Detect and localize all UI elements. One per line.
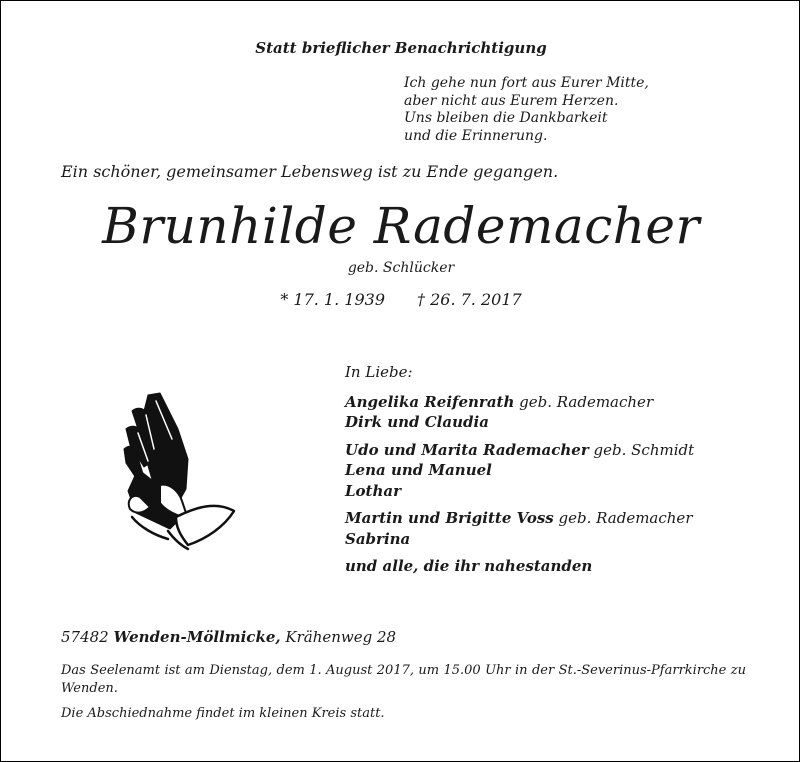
life-dates: [1, 290, 800, 309]
service-info: Das Seelenamt ist am Dienstag, dem 1. August 2017, um 15.00 Uhr in der St.-Severinus-Pfarrkirche zu Wenden.: [61, 663, 746, 696]
mourner-name: Angelika Reifenrath: [345, 392, 515, 411]
poem-line: aber nicht aus Eurem Herzen.: [404, 92, 619, 109]
praying-hands-icon: [116, 389, 246, 559]
poem: [404, 75, 649, 145]
mourner-line: [345, 529, 694, 550]
mourner-line: [345, 508, 694, 529]
address-place: Wenden-Möllmicke,: [113, 628, 281, 646]
mourner-line: [345, 412, 694, 433]
address-street: Krähenweg 28: [285, 628, 397, 646]
mourner-nee: geb. Rademacher: [558, 509, 693, 527]
mourner-line: [345, 481, 694, 502]
mourner-nee: geb. Schmidt: [593, 440, 695, 459]
farewell-info: Die Abschiednahme findet im kleinen Kreis statt.: [61, 706, 385, 721]
mourner-name: Martin und Brigitte Voss: [345, 509, 554, 527]
mourner-group: [345, 392, 694, 433]
deceased-name: Brunhilde Rademacher: [102, 197, 700, 255]
poem-line: Ich gehe nun fort aus Eurer Mitte,: [404, 75, 649, 91]
mourner-line: [345, 460, 694, 481]
mourner-group: [345, 440, 694, 502]
mourner-group: [345, 508, 694, 549]
birth-name: geb. Schlücker: [347, 260, 455, 276]
lead-sentence: Ein schöner, gemeinsamer Lebensweg ist zu Ende gegangen.: [61, 162, 559, 181]
poem-line: Uns bleiben die Dankbarkeit: [404, 110, 608, 126]
death-date: † 26. 7. 2017: [417, 290, 522, 309]
mourners-closing: und alle, die ihr nahestanden: [345, 557, 593, 575]
address: [61, 628, 396, 646]
mourner-name: Lothar: [345, 481, 402, 500]
mourner-line: [345, 392, 694, 413]
address-zip: 57482: [61, 628, 109, 646]
mourner-name: Sabrina: [345, 529, 411, 548]
mourners-intro: In Liebe:: [345, 363, 413, 381]
poem-line: und die Erinnerung.: [404, 127, 548, 144]
mourner-nee: geb. Rademacher: [519, 392, 654, 411]
mourner-name: Lena und Manuel: [345, 461, 492, 479]
birth-date: * 17. 1. 1939: [280, 290, 385, 309]
mourners-list: [345, 362, 694, 577]
mourner-name: Udo und Marita Rademacher: [345, 440, 589, 459]
mourner-line: [345, 440, 694, 461]
header-title: Statt brieflicher Benachrichtigung: [255, 39, 547, 57]
mourner-name: Dirk und Claudia: [345, 413, 489, 431]
